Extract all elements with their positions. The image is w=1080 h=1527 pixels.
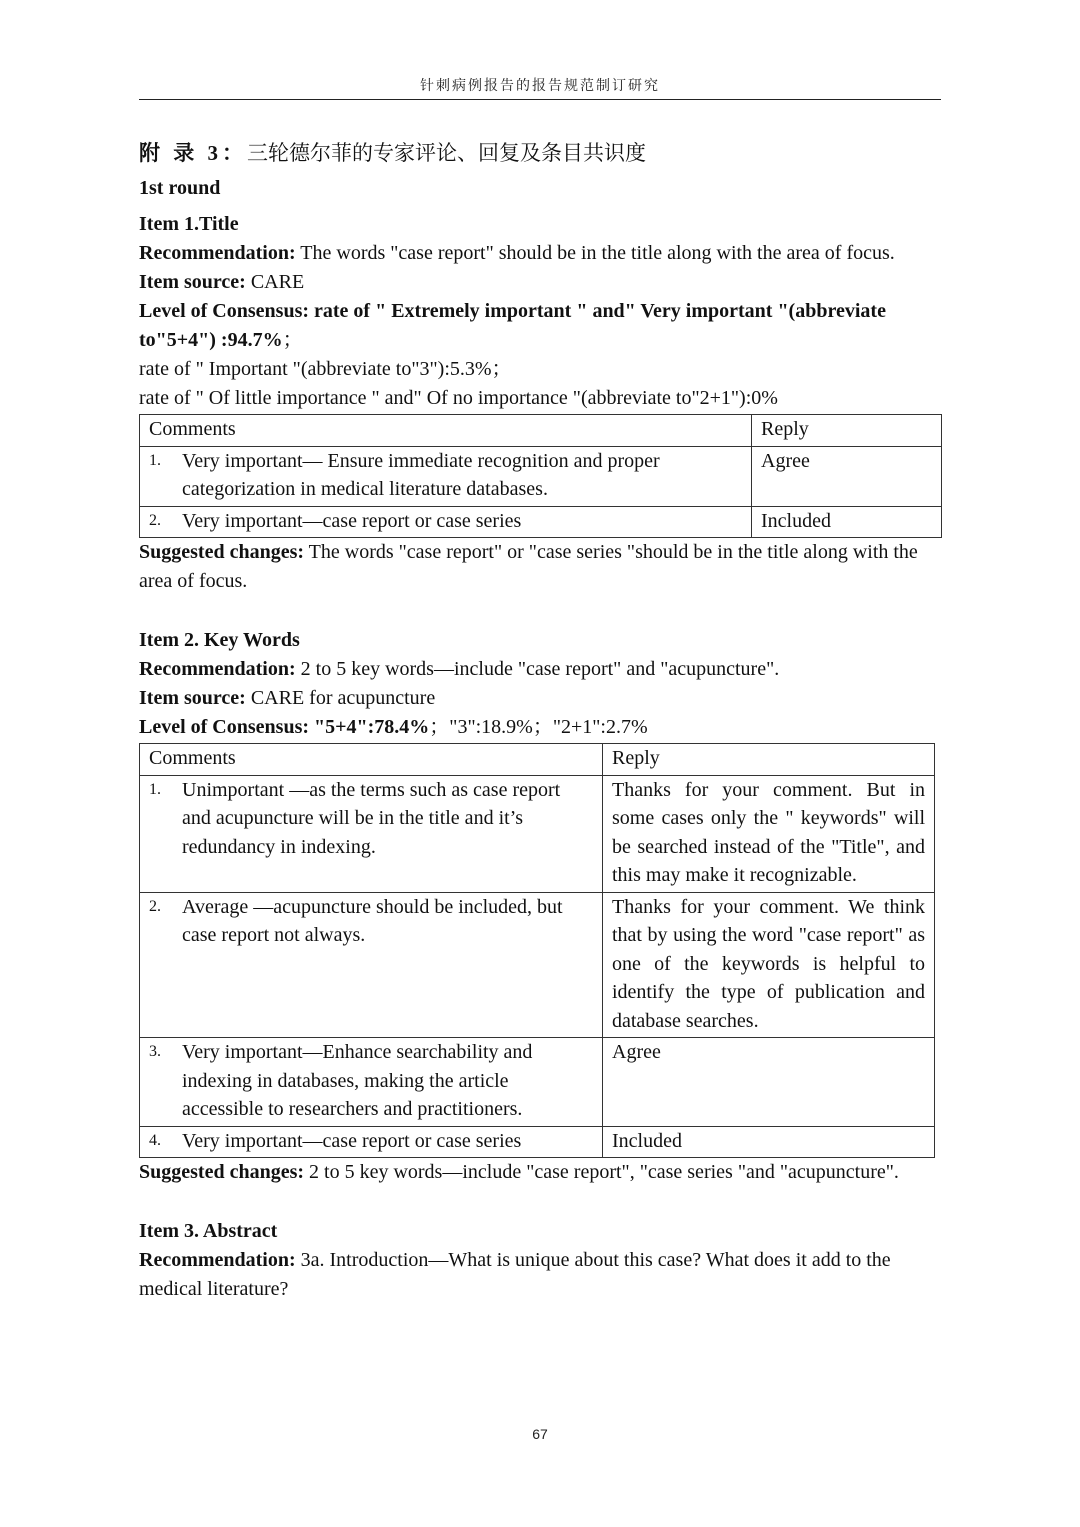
suggested-changes-label: Suggested changes: — [139, 541, 305, 563]
row-number: 1. — [149, 780, 161, 798]
table-header-row — [140, 415, 942, 447]
item-heading: Item 1.Title — [139, 213, 239, 235]
row-number: 1. — [149, 451, 161, 469]
reply-cell: Agree — [752, 446, 942, 506]
table-row — [140, 1126, 935, 1158]
recommendation — [139, 655, 941, 684]
comment-cell: Unimportant —as the terms such as case report and acupuncture will be in the title and it’s redundancy in indexing. — [182, 778, 561, 858]
row-number: 4. — [149, 1131, 161, 1149]
consensus-bold: Level of Consensus: rate of " Extremely important " and" Very important "(abbreviate to"5+4") :94.7% — [139, 300, 886, 351]
reply-cell: Agree — [603, 1038, 935, 1127]
header-reply: Reply — [603, 744, 935, 776]
table-row — [140, 446, 942, 506]
header-reply: Reply — [752, 415, 942, 447]
recommendation — [139, 1246, 941, 1304]
comments-table — [139, 414, 942, 538]
item-source — [139, 268, 941, 297]
item-source-label: Item source: — [139, 687, 246, 709]
comment-cell: Very important— Ensure immediate recognition and proper categorization in medical literature databases. — [182, 449, 660, 500]
comment-cell: Very important—Enhance searchability and indexing in databases, making the article accessible to researchers and practitioners. — [182, 1041, 533, 1120]
item-source-label: Item source: — [139, 271, 246, 293]
recommendation-text: 3a. Introduction—What is unique about this case? What does it add to the medical literature? — [139, 1249, 891, 1300]
appendix-title — [139, 137, 941, 169]
round-heading: 1st round — [139, 177, 221, 199]
suggested-changes-text: The words "case report" or "case series "should be in the title along with the area of focus. — [139, 541, 918, 592]
recommendation — [139, 239, 941, 268]
row-number: 2. — [149, 897, 161, 915]
table-row — [140, 506, 942, 538]
item-source — [139, 684, 941, 713]
appendix-label: 附 录 3： — [139, 141, 247, 165]
item-2-section — [139, 625, 941, 1187]
item-1-section — [139, 209, 941, 596]
table-row — [140, 1038, 935, 1127]
item-source-text: CARE — [245, 271, 305, 293]
running-header — [139, 76, 941, 100]
consensus-line-2: rate of " Important "(abbreviate to"3"):5.3%； — [139, 358, 512, 380]
recommendation-label: Recommendation: — [139, 658, 296, 680]
consensus-level — [139, 713, 941, 742]
suggested-changes — [139, 538, 941, 596]
reply-cell: Thanks for your comment. We think that by using the word "case report" as one of the keywords is helpful to identify the type of publication and database searches. — [603, 892, 935, 1038]
row-number: 3. — [149, 1043, 161, 1060]
item-source-text: CARE for acupuncture — [245, 687, 436, 709]
consensus-line-3: rate of " Of little importance " and" Of no importance "(abbreviate to"2+1"):0% — [139, 387, 778, 409]
item-3-section — [139, 1216, 941, 1304]
comment-cell: Very important—case report or case series — [182, 1129, 522, 1152]
suggested-changes-label: Suggested changes: — [139, 1161, 305, 1183]
recommendation-label: Recommendation: — [139, 1249, 296, 1271]
header-comments: Comments — [140, 415, 752, 447]
recommendation-text: 2 to 5 key words—include "case report" and "acupuncture". — [295, 658, 780, 680]
consensus-level — [139, 297, 941, 355]
reply-cell: Included — [603, 1126, 935, 1158]
page-content — [139, 137, 941, 1304]
item-heading: Item 3. Abstract — [139, 1220, 278, 1242]
consensus-bold: Level of Consensus: "5+4":78.4% — [139, 716, 430, 738]
appendix-title-text: 三轮德尔菲的专家评论、回复及条目共识度 — [247, 141, 646, 165]
recommendation-text: The words "case report" should be in the title along with the area of focus. — [295, 242, 895, 264]
table-row — [140, 775, 935, 892]
suggested-changes — [139, 1158, 941, 1187]
header-comments: Comments — [140, 744, 603, 776]
comments-table — [139, 743, 935, 1158]
comment-cell: Very important—case report or case series — [182, 509, 522, 532]
recommendation-label: Recommendation: — [139, 242, 296, 264]
row-number: 2. — [149, 511, 161, 529]
running-title: 针刺病例报告的报告规范制订研究 — [420, 79, 660, 94]
page-number: 67 — [532, 1426, 548, 1442]
consensus-suffix: ； — [282, 329, 303, 351]
reply-cell: Thanks for your comment. But in some cases only the " keywords" will be searched instead of the "Title", and this may make it recognizable. — [603, 775, 935, 892]
table-header-row — [140, 744, 935, 776]
suggested-changes-text: 2 to 5 key words—include "case report", "case series "and "acupuncture". — [304, 1161, 899, 1183]
item-heading: Item 2. Key Words — [139, 629, 300, 651]
consensus-rest: ；"3":18.9%；"2+1":2.7% — [429, 716, 648, 738]
reply-cell: Included — [752, 506, 942, 538]
comment-cell: Average —acupuncture should be included, but case report not always. — [182, 895, 563, 946]
table-row — [140, 892, 935, 1038]
